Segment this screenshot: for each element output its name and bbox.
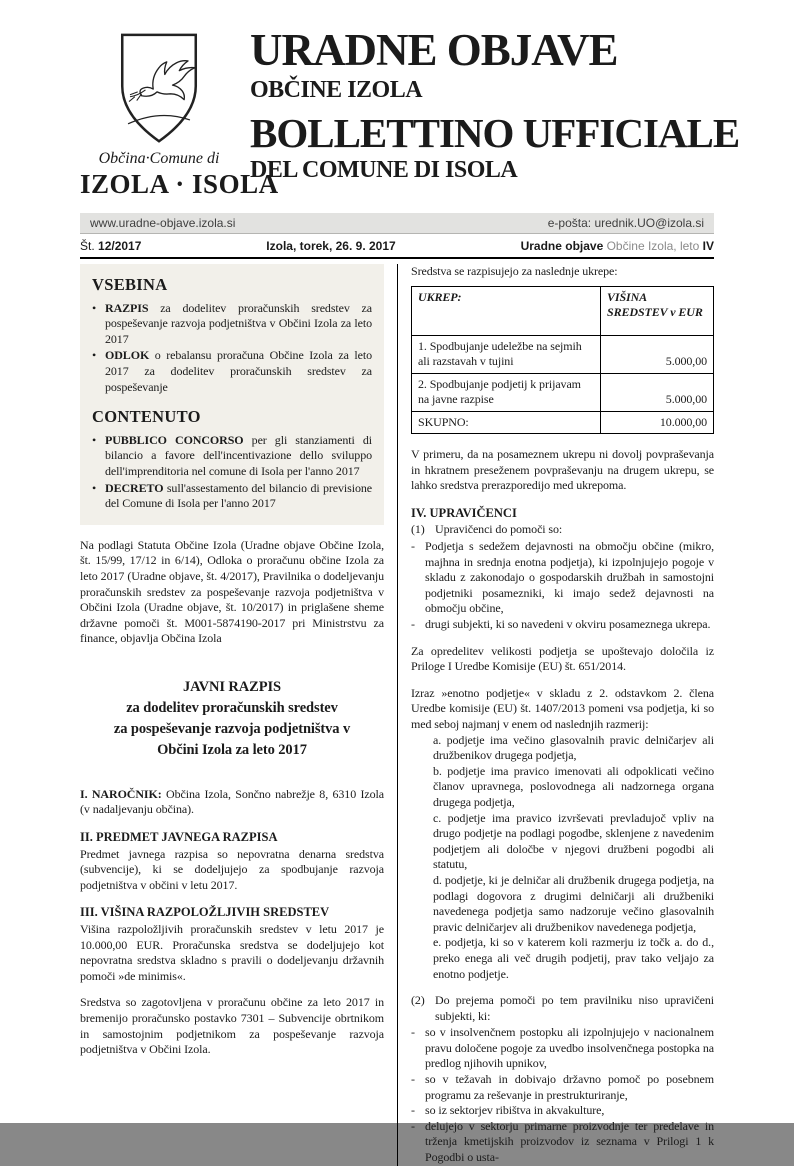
dash-marker: - bbox=[411, 1103, 415, 1118]
table-header-row bbox=[412, 286, 714, 335]
right-column bbox=[397, 264, 714, 1166]
col-header-visina: VIŠINA SREDSTEV v EUR bbox=[601, 286, 714, 335]
section-2-body: Predmet javnega razpisa so nepovratna denarna sredstva (subvencije), ki se dodeljujejo za spodbujanje razvoja podjetništva v občini v letu 2017. bbox=[80, 846, 384, 892]
dash-item: - Podjetja s sedežem dejavnosti na območju občine (mikro, majhna in srednja enotna podjetja), ki izpolnjujejo pogoje v skladu z zakonodajo o gospodarskih družbah in samostojni podjetniki posamezniki, ki imajo sedež dejavnosti na območju občine, bbox=[411, 539, 714, 616]
toc-item: • ODLOK o rebalansu proračuna Občine Izola za leto 2017 za dodelitev proračunskih sredstev za pospeševanje bbox=[92, 348, 372, 394]
numbered-item-2: (2) Do prejema pomoči po tem pravilniku niso upravičeni subjekti, ki: bbox=[411, 993, 714, 1023]
toc-title-sl: VSEBINA bbox=[92, 275, 168, 294]
public-call-title: JAVNI RAZPIS za dodelitev proračunskih sredstev za pospeševanje razvoja podjetništva v Občini Izola za leto 2017 bbox=[113, 678, 351, 758]
publication-volume: Uradne objave Občine Izola, leto IV bbox=[520, 238, 714, 253]
numbered-item-1: (1) Upravičenci do pomoči so: bbox=[411, 522, 563, 537]
dash-item: - so v težavah in dobivajo državno pomoč po posebnem programu za reševanje in prestrukturiranje, bbox=[411, 1072, 714, 1102]
section-1-narocnik: I. NAROČNIK: Občina Izola, Sončno nabrežje 8, 6310 Izola (v nadaljevanju občina). bbox=[80, 786, 384, 817]
col-header-ukrep: UKREP: bbox=[412, 286, 601, 335]
dash-marker: - bbox=[411, 1072, 415, 1087]
issue-meta-row bbox=[80, 234, 714, 259]
letter-item-d: d. podjetje, ki je delničar ali družbenik drugega podjetja, na podlagi dogovora z drugimi delničarji ali družbeniki navedenega podjetja samo nadzoruje večino glasovalnih pravic delničarjev ali družbenikov navedenega podjetja, bbox=[433, 872, 714, 934]
dash-marker: - bbox=[411, 617, 415, 632]
legal-basis-paragraph: Na podlagi Statuta Občine Izola (Uradne objave Občine Izola, št. 15/99, 17/12 in 6/14), Odloka o proračunu občine Izola za leto 2017 (Uradne objave, št. 4/2017), Pravilnika o dodeljevanju proračunskih sredstev za pospeševanje razvoja podjetništva v Občini Izola (Uradne objave, št. 10/2017) in priglašene sheme državne pomoči št. M001-5874190-2017 pri Ministrstvu za finance, objavlja Občina Izola bbox=[80, 537, 384, 646]
letter-item-c: c. podjetje ima pravico izvrševati prevladujoč vpliv na drugo podjetje na podlagi pogodbe, sklenjene z navedenim podjetjem ali določbe v njegovi družbeni pogodbi ali statutu, bbox=[433, 810, 714, 872]
subtitle-italian: DEL COMUNE DI ISOLA bbox=[250, 156, 518, 183]
bullet-icon: • bbox=[92, 300, 97, 315]
toc-item: • DECRETO sull'assestamento del bilancio di previsione del Comune di Isola per l'anno 2017 bbox=[92, 480, 372, 511]
toc-item: • PUBBLICO CONCORSO per gli stanziamenti di bilancio a favore dell'incentivazione dello sviluppo dell'imprenditoria nel comune di Isola per l'anno 2017 bbox=[92, 432, 372, 478]
toc-item: • RAZPIS za dodelitev proračunskih sredstev za pospeševanje razvoja podjetništva v Občini Izola za leto 2017 bbox=[92, 300, 372, 346]
letter-item-e: e. podjetja, ki so v katerem koli razmerju iz točk a. do d., preko enega ali več drugih podjetij, prav tako veljajo za enotno podjetje. bbox=[433, 935, 714, 981]
section-3-heading: III. VIŠINA RAZPOLOŽLJIVIH SREDSTEV bbox=[80, 905, 330, 920]
section-4-heading: IV. UPRAVIČENCI bbox=[411, 505, 517, 520]
dash-marker: - bbox=[411, 539, 415, 554]
section-3-body-2: Sredstva so zagotovljena v proračunu občine za leto 2017 in bremenijo proračunsko postavko 7301 – Subvencije obrtnikom in samostojnim podjetnikom za pospeševanje razvoja podjetništva v Občini Izola. bbox=[80, 995, 384, 1057]
dash-item: - drugi subjekti, ki so navedeni v okviru posameznega ukrepa. bbox=[411, 617, 711, 632]
bullet-icon: • bbox=[92, 480, 97, 495]
reallocation-paragraph: V primeru, da na posameznem ukrepu ni dovolj povpraševanja in hkratnem preseženem povpraševanju na drugem ukrepu, se lahko sredstva prerazporedijo med ukrepoma. bbox=[411, 447, 714, 493]
contact-bar bbox=[80, 213, 714, 234]
measures-intro: Sredstva se razpisujejo za naslednje ukrepe: bbox=[411, 264, 618, 278]
email-text: e-pošta: urednik.UO@izola.si bbox=[547, 216, 704, 230]
table-row: 2. Spodbujanje podjetij k prijavam na javne razpise 5.000,00 bbox=[412, 373, 714, 411]
title-italian: BOLLETTINO UFFICIALE bbox=[250, 109, 740, 156]
municipality-logo bbox=[80, 26, 279, 200]
table-of-contents-box bbox=[80, 264, 384, 525]
issue-number: Št. 12/2017 bbox=[80, 238, 142, 253]
dash-marker: - bbox=[411, 1118, 415, 1133]
logo-caption-line1: Občina·Comune di bbox=[98, 150, 220, 167]
single-undertaking-paragraph: Izraz »enotno podjetje« v skladu z 2. odstavkom 2. člena Uredbe komisije (EU) št. 1407/2013 pomeni vsa podjetja, ki so med seboj najmanj v enem od naslednjih razmerij: bbox=[411, 685, 714, 731]
table-row: 1. Spodbujanje udeležbe na sejmih ali razstavah v tujini 5.000,00 bbox=[412, 335, 714, 373]
left-column bbox=[80, 264, 397, 1166]
masthead-titles bbox=[250, 26, 739, 200]
bullet-icon: • bbox=[92, 432, 97, 447]
section-2-heading: II. PREDMET JAVNEGA RAZPISA bbox=[80, 830, 278, 845]
issue-date: Izola, torek, 26. 9. 2017 bbox=[266, 238, 396, 253]
letter-item-a: a. podjetje ima večino glasovalnih pravic delničarjev ali družbenikov drugega podjetja, bbox=[433, 732, 714, 763]
izola-coat-of-arms-dove-icon bbox=[112, 30, 206, 148]
title-slovenian: URADNE OBJAVE bbox=[250, 25, 618, 75]
dash-marker: - bbox=[411, 1025, 415, 1040]
dash-item: - delujejo v sektorju primarne proizvodnje ter predelave in trženja kmetijskih proizvodov iz seznama v Prilogi 1 k Pogodbi o usta- bbox=[411, 1118, 714, 1165]
dash-item: - so iz sektorjev ribištva in akvakulture, bbox=[411, 1103, 605, 1118]
bullet-icon: • bbox=[92, 348, 97, 363]
letter-item-b: b. podjetje ima pravico imenovati ali odpoklicati večino članov upravnega, poslovodnega ali nadzornega organa drugega podjetja, bbox=[433, 763, 714, 809]
measures-table bbox=[411, 286, 714, 435]
content-columns bbox=[80, 264, 714, 1166]
dash-item: - so v insolvenčnem postopku ali izpolnjujejo v nacionalnem pravu določene pogoje za uvedbo insolvenčnega postopka na predlog njihovih upnikov, bbox=[411, 1025, 714, 1071]
section-3-body: Višina razpoložljivih proračunskih sredstev v letu 2017 je 10.000,00 EUR. Proračunska sredstva se dodeljujejo kot nepovratna sredstva skladno s pravili o dodeljevanju državnih pomoči »de minimis«. bbox=[80, 922, 384, 983]
company-size-paragraph: Za opredelitev velikosti podjetja se upoštevajo določila iz Priloge I Uredbe Komisije (EU) št. 651/2014. bbox=[411, 643, 714, 674]
masthead bbox=[0, 0, 794, 200]
website-text: www.uradne-objave.izola.si bbox=[90, 216, 236, 230]
table-total-row: SKUPNO: 10.000,00 bbox=[412, 411, 714, 434]
subtitle-slovenian: OBČINE IZOLA bbox=[250, 76, 423, 103]
toc-title-it: CONTENUTO bbox=[92, 407, 201, 427]
logo-caption-line2: IZOLA · ISOLA bbox=[80, 169, 279, 199]
